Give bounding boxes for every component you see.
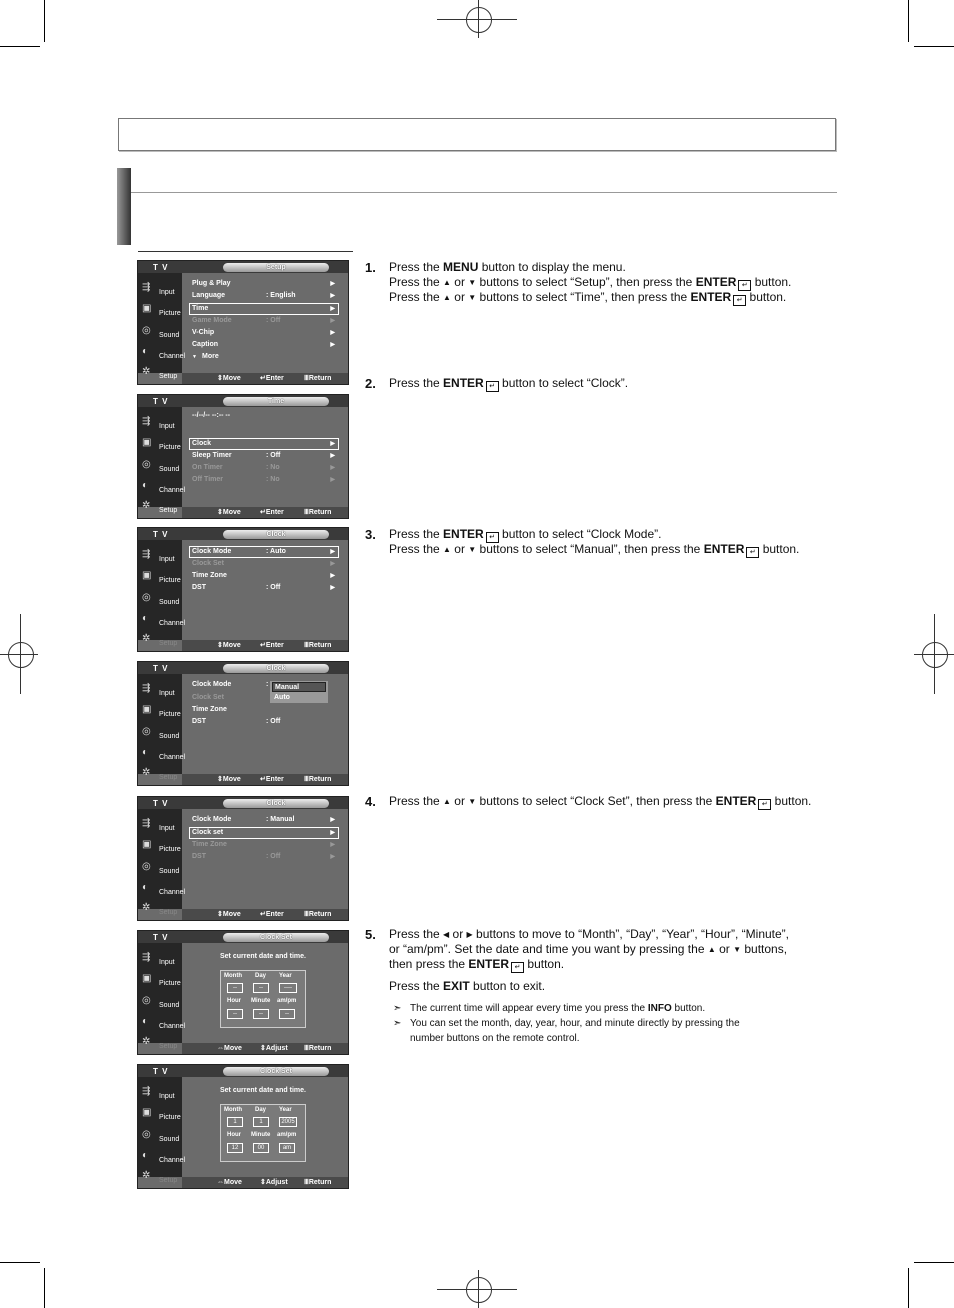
clock-mode-dropdown bbox=[270, 681, 328, 703]
input-icon: ⇶ bbox=[142, 416, 151, 427]
sidebar-item-setup: ✲ Setup bbox=[142, 1170, 178, 1184]
setup-icon: ✲ bbox=[142, 902, 151, 913]
sidebar-item-picture: ▣ Picture bbox=[142, 973, 181, 987]
menu-title: Clock Set bbox=[223, 933, 329, 942]
menu-row: Caption ▶ bbox=[192, 341, 335, 348]
minute-field: 00 bbox=[253, 1143, 269, 1153]
input-icon: ⇶ bbox=[142, 818, 151, 829]
up-down-icon: ⇕ bbox=[217, 642, 223, 649]
enter-icon: ↵ bbox=[260, 375, 266, 382]
sidebar-item-sound: ◎ Sound bbox=[142, 861, 180, 875]
sound-icon: ◎ bbox=[142, 459, 151, 470]
up-down-icon: ⇕ bbox=[260, 1045, 266, 1052]
down-arrow-icon: ▼ bbox=[468, 278, 477, 287]
date-time-box: Month Day Year 1 1 2005 Hour Minute am/pm 12 00 am bbox=[220, 1104, 306, 1162]
sidebar-item-channel: ◐ Channel bbox=[142, 1150, 186, 1164]
arrow-right-icon: ▶ bbox=[330, 585, 335, 591]
crop-mark bbox=[908, 1268, 909, 1308]
hour-field: 12 bbox=[227, 1143, 243, 1153]
sidebar-item-channel: ◐ Channel bbox=[142, 613, 186, 627]
return-icon: Ⅲ bbox=[304, 911, 309, 918]
clock-set-prompt: Set current date and time. bbox=[220, 1087, 306, 1094]
enter-icon: ↵ bbox=[260, 642, 266, 649]
note-marker-icon: ➣ bbox=[393, 1003, 402, 1014]
sidebar-item-sound: ◎ Sound bbox=[142, 325, 180, 339]
sidebar-item-channel: ◐ Channel bbox=[142, 480, 186, 494]
sound-icon: ◎ bbox=[142, 995, 151, 1006]
left-right-icon: ⇔ bbox=[217, 1045, 224, 1052]
picture-icon: ▣ bbox=[142, 1107, 152, 1118]
sidebar bbox=[138, 674, 186, 781]
menu-row: Sleep Timer : Off ▶ bbox=[192, 452, 335, 459]
menu-row: Time Zone ▶ bbox=[192, 841, 335, 848]
enter-icon: ↵ bbox=[260, 776, 266, 783]
enter-icon: ↵ bbox=[486, 532, 499, 543]
arrow-right-icon: ▶ bbox=[330, 817, 335, 823]
step-text: Press the ENTER ↵ button to select “Clock Mode”. Press the ▲ or ▼ buttons to select “Manual”, then press the ENTER ↵ button. bbox=[389, 527, 800, 556]
enter-icon: ↵ bbox=[758, 799, 771, 810]
menu-row: Off Timer : No ▶ bbox=[192, 476, 335, 483]
chapter-header-box bbox=[118, 118, 836, 151]
arrow-right-icon: ▶ bbox=[330, 293, 335, 299]
sidebar-item-picture: ▣ Picture bbox=[142, 303, 181, 317]
menu-row: Clock Set bbox=[192, 694, 224, 701]
menu-title: Clock Set bbox=[223, 1067, 329, 1076]
arrow-right-icon: ▶ bbox=[330, 549, 335, 555]
date-time-box: Month Day Year -- -- ---- Hour Minute am/pm -- -- -- bbox=[220, 970, 306, 1028]
up-arrow-icon: ▲ bbox=[443, 293, 451, 302]
arrow-right-icon: ▶ bbox=[330, 318, 335, 324]
sidebar bbox=[138, 943, 186, 1050]
sidebar-item-setup: ✲ Setup bbox=[142, 500, 178, 514]
section-rule bbox=[131, 192, 837, 193]
sound-icon: ◎ bbox=[142, 1129, 151, 1140]
tv-label: T V bbox=[153, 664, 169, 673]
arrow-right-icon: ▶ bbox=[330, 330, 335, 336]
down-arrow-icon: ▼ bbox=[733, 945, 742, 954]
sidebar-item-input: ⇶ Input bbox=[142, 818, 175, 832]
registration-mark bbox=[478, 0, 479, 38]
menu-row: Clock Mode : bbox=[192, 681, 269, 688]
step-number: 4. bbox=[365, 794, 376, 809]
menu-title: Clock bbox=[223, 664, 329, 673]
return-icon: Ⅲ bbox=[304, 642, 309, 649]
down-arrow-icon: ▼ bbox=[468, 545, 477, 554]
sidebar-item-channel: ◐ Channel bbox=[142, 747, 186, 761]
note-marker-icon: ➣ bbox=[393, 1018, 402, 1029]
registration-mark bbox=[437, 1289, 517, 1290]
registration-mark bbox=[20, 614, 21, 694]
osd-footer: ⇕Move ↵Enter ⅢReturn bbox=[182, 909, 348, 920]
channel-icon: ◐ bbox=[142, 1150, 149, 1161]
channel-icon: ◐ bbox=[142, 747, 149, 758]
registration-mark bbox=[466, 1277, 492, 1303]
ampm-field: am bbox=[279, 1143, 295, 1153]
year-field: ---- bbox=[279, 983, 297, 993]
menu-title: Clock bbox=[223, 530, 329, 539]
day-field: 1 bbox=[253, 1117, 269, 1127]
setup-icon: ✲ bbox=[142, 366, 151, 377]
picture-icon: ▣ bbox=[142, 437, 152, 448]
minute-field: -- bbox=[253, 1009, 269, 1019]
channel-icon: ◐ bbox=[142, 480, 149, 491]
registration-mark bbox=[934, 614, 935, 694]
registration-mark bbox=[922, 642, 948, 668]
menu-list bbox=[182, 407, 348, 507]
step-text: Press the MENU button to display the menu. Press the ▲ or ▼ buttons to select “Setup”, then press the ENTER ↵ button. Press the ▲ or ▼ buttons to select “Time”, then press the ENTER ↵ button. bbox=[389, 260, 792, 304]
dropdown-option-selected: Manual bbox=[272, 682, 326, 692]
sound-icon: ◎ bbox=[142, 592, 151, 603]
step-text: Press the ENTER ↵ button to select “Clock”. bbox=[389, 376, 629, 390]
menu-row-more: ▼ More bbox=[192, 353, 219, 360]
sidebar-item-setup: ✲ Setup bbox=[142, 633, 178, 647]
sidebar-item-sound: ◎ Sound bbox=[142, 726, 180, 740]
ampm-field: -- bbox=[279, 1009, 295, 1019]
enter-icon: ↵ bbox=[260, 509, 266, 516]
menu-row: Time Zone bbox=[192, 706, 227, 713]
left-right-icon: ⇔ bbox=[217, 1179, 224, 1186]
step-number: 3. bbox=[365, 527, 376, 542]
up-down-icon: ⇕ bbox=[217, 375, 223, 382]
sidebar bbox=[138, 1077, 186, 1184]
registration-mark bbox=[466, 7, 492, 33]
menu-title: Time bbox=[223, 397, 329, 406]
sidebar-item-input: ⇶ Input bbox=[142, 416, 175, 430]
enter-icon: ↵ bbox=[260, 911, 266, 918]
tv-label: T V bbox=[153, 530, 169, 539]
sidebar-item-input: ⇶ Input bbox=[142, 282, 175, 296]
down-arrow-icon: ▼ bbox=[468, 797, 477, 806]
sidebar-item-setup: ✲ Setup bbox=[142, 366, 178, 380]
crop-mark bbox=[44, 1268, 45, 1308]
crop-mark bbox=[44, 0, 45, 42]
step-number: 1. bbox=[365, 260, 376, 275]
step-text: Press the ▲ or ▼ buttons to select “Clock Set”, then press the ENTER ↵ button. bbox=[389, 794, 812, 808]
registration-mark bbox=[0, 654, 38, 655]
enter-icon: ↵ bbox=[733, 295, 746, 306]
registration-mark bbox=[478, 1270, 479, 1308]
section-bar bbox=[117, 168, 131, 245]
left-arrow-icon: ◀ bbox=[443, 930, 450, 939]
picture-icon: ▣ bbox=[142, 704, 152, 715]
sidebar-item-channel: ◐ Channel bbox=[142, 1016, 186, 1030]
input-icon: ⇶ bbox=[142, 282, 151, 293]
sidebar-item-input: ⇶ Input bbox=[142, 1086, 175, 1100]
sidebar-item-input: ⇶ Input bbox=[142, 549, 175, 563]
input-icon: ⇶ bbox=[142, 952, 151, 963]
tv-label: T V bbox=[153, 933, 169, 942]
input-icon: ⇶ bbox=[142, 683, 151, 694]
crop-mark bbox=[0, 46, 40, 47]
osd-footer: ⇔Move ⇕Adjust ⅢReturn bbox=[182, 1177, 348, 1188]
sidebar-item-sound: ◎ Sound bbox=[142, 995, 180, 1009]
clock-display: --/--/-- --:-- -- bbox=[192, 412, 231, 419]
return-icon: Ⅲ bbox=[304, 375, 309, 382]
enter-icon: ↵ bbox=[738, 280, 751, 291]
osd-footer: ⇕Move ↵Enter ⅢReturn bbox=[182, 774, 348, 785]
year-field: 2005 bbox=[279, 1117, 297, 1127]
menu-row: Plug & Play ▶ bbox=[192, 280, 335, 287]
clock-set-panel bbox=[182, 943, 348, 1043]
sidebar-item-setup: ✲ Setup bbox=[142, 902, 178, 916]
sound-icon: ◎ bbox=[142, 861, 151, 872]
menu-row-selected: Clock ▶ bbox=[189, 438, 339, 450]
menu-list bbox=[182, 540, 348, 640]
channel-icon: ◐ bbox=[142, 613, 149, 624]
input-icon: ⇶ bbox=[142, 549, 151, 560]
up-down-icon: ⇕ bbox=[260, 1179, 266, 1186]
osd-footer: ⇔Move ⇕Adjust ⅢReturn bbox=[182, 1043, 348, 1054]
month-field: -- bbox=[227, 983, 243, 993]
menu-row: DST : Off ▶ bbox=[192, 853, 335, 860]
osd-footer: ⇕Move ↵Enter ⅢReturn bbox=[182, 640, 348, 651]
menu-list bbox=[182, 273, 348, 373]
crop-mark bbox=[908, 0, 909, 42]
osd-clock-manual-screen bbox=[137, 796, 349, 921]
menu-row: V-Chip ▶ bbox=[192, 329, 335, 336]
menu-row: Clock Mode : Manual ▶ bbox=[192, 816, 335, 823]
picture-icon: ▣ bbox=[142, 570, 152, 581]
picture-icon: ▣ bbox=[142, 303, 152, 314]
sidebar-item-picture: ▣ Picture bbox=[142, 704, 181, 718]
setup-icon: ✲ bbox=[142, 500, 151, 511]
menu-row-selected: Clock Mode : Auto ▶ bbox=[189, 546, 339, 558]
menu-list bbox=[182, 674, 348, 774]
osd-footer: ⇕Move ↵Enter ⅢReturn bbox=[182, 507, 348, 518]
setup-icon: ✲ bbox=[142, 633, 151, 644]
osd-clock-mode-dropdown-screen bbox=[137, 661, 349, 786]
sidebar bbox=[138, 809, 186, 916]
day-field: -- bbox=[253, 983, 269, 993]
channel-icon: ◐ bbox=[142, 1016, 149, 1027]
picture-icon: ▣ bbox=[142, 973, 152, 984]
arrow-right-icon: ▶ bbox=[330, 441, 335, 447]
up-down-icon: ⇕ bbox=[217, 911, 223, 918]
osd-footer: ⇕Move ↵Enter ⅢReturn bbox=[182, 373, 348, 384]
enter-icon: ↵ bbox=[486, 381, 499, 392]
registration-mark bbox=[437, 19, 517, 20]
menu-row: DST : Off bbox=[192, 718, 281, 725]
menu-row: Language : English ▶ bbox=[192, 292, 335, 299]
sidebar-item-channel: ◐ Channel bbox=[142, 882, 186, 896]
clock-set-panel bbox=[182, 1077, 348, 1177]
channel-icon: ◐ bbox=[142, 882, 149, 893]
tv-label: T V bbox=[153, 1067, 169, 1076]
sidebar-item-sound: ◎ Sound bbox=[142, 592, 180, 606]
return-icon: Ⅲ bbox=[304, 776, 309, 783]
crop-mark bbox=[914, 46, 954, 47]
up-arrow-icon: ▲ bbox=[707, 945, 716, 954]
sound-icon: ◎ bbox=[142, 726, 151, 737]
arrow-right-icon: ▶ bbox=[330, 306, 335, 312]
menu-title: Clock bbox=[223, 799, 329, 808]
arrow-right-icon: ▶ bbox=[330, 465, 335, 471]
dropdown-option: Auto bbox=[274, 694, 290, 701]
crop-mark bbox=[914, 1262, 954, 1263]
sidebar-item-input: ⇶ Input bbox=[142, 683, 175, 697]
osd-setup-screen bbox=[137, 260, 349, 385]
channel-icon: ◐ bbox=[142, 346, 149, 357]
return-icon: Ⅲ bbox=[304, 509, 309, 516]
up-arrow-icon: ▲ bbox=[443, 797, 451, 806]
arrow-right-icon: ▶ bbox=[330, 281, 335, 287]
up-down-icon: ⇕ bbox=[217, 509, 223, 516]
sidebar-item-setup: ✲ Setup bbox=[142, 767, 178, 781]
month-field: 1 bbox=[227, 1117, 243, 1127]
column-rule bbox=[138, 251, 353, 252]
up-arrow-icon: ▲ bbox=[443, 278, 451, 287]
arrow-right-icon: ▶ bbox=[330, 854, 335, 860]
sidebar-item-picture: ▣ Picture bbox=[142, 437, 181, 451]
arrow-right-icon: ▶ bbox=[330, 477, 335, 483]
setup-icon: ✲ bbox=[142, 767, 151, 778]
tv-label: T V bbox=[153, 397, 169, 406]
menu-row: DST : Off ▶ bbox=[192, 584, 335, 591]
arrow-right-icon: ▶ bbox=[330, 842, 335, 848]
return-icon: Ⅲ bbox=[304, 1045, 309, 1052]
menu-list bbox=[182, 809, 348, 909]
setup-icon: ✲ bbox=[142, 1170, 151, 1181]
sidebar-item-sound: ◎ Sound bbox=[142, 459, 180, 473]
input-icon: ⇶ bbox=[142, 1086, 151, 1097]
return-icon: Ⅲ bbox=[304, 1179, 309, 1186]
sidebar-item-picture: ▣ Picture bbox=[142, 1107, 181, 1121]
up-arrow-icon: ▲ bbox=[443, 545, 451, 554]
menu-row: Clock Set ▶ bbox=[192, 560, 335, 567]
arrow-right-icon: ▶ bbox=[330, 453, 335, 459]
sidebar-item-sound: ◎ Sound bbox=[142, 1129, 180, 1143]
sidebar-item-picture: ▣ Picture bbox=[142, 570, 181, 584]
clock-set-prompt: Set current date and time. bbox=[220, 953, 306, 960]
osd-clock-screen bbox=[137, 527, 349, 652]
setup-icon: ✲ bbox=[142, 1036, 151, 1047]
right-arrow-icon: ▶ bbox=[466, 930, 473, 939]
sound-icon: ◎ bbox=[142, 325, 151, 336]
arrow-right-icon: ▶ bbox=[330, 573, 335, 579]
menu-row: Game Mode : Off ▶ bbox=[192, 317, 335, 324]
tv-label: T V bbox=[153, 799, 169, 808]
sidebar bbox=[138, 407, 186, 514]
step-text: Press the ◀ or ▶ buttons to move to “Month”, “Day”, “Year”, “Hour”, “Minute”, or “am/pm”. Set the date and time you want by pressing the ▲ or ▼ buttons, then press the ENTER ↵ button. Press the EXIT button to exit. bbox=[389, 927, 790, 993]
crop-mark bbox=[0, 1262, 40, 1263]
osd-time-screen bbox=[137, 394, 349, 519]
menu-row-selected: Clock set ▶ bbox=[189, 827, 339, 839]
arrow-right-icon: ▶ bbox=[330, 561, 335, 567]
picture-icon: ▣ bbox=[142, 839, 152, 850]
hour-field: -- bbox=[227, 1009, 243, 1019]
sidebar bbox=[138, 540, 186, 647]
menu-row: Time Zone ▶ bbox=[192, 572, 335, 579]
osd-clock-set-filled-screen bbox=[137, 1064, 349, 1189]
registration-mark bbox=[8, 642, 34, 668]
sidebar-item-picture: ▣ Picture bbox=[142, 839, 181, 853]
step-number: 5. bbox=[365, 927, 376, 942]
tv-label: T V bbox=[153, 263, 169, 272]
arrow-right-icon: ▶ bbox=[330, 342, 335, 348]
sidebar-item-input: ⇶ Input bbox=[142, 952, 175, 966]
arrow-down-icon: ▼ bbox=[192, 354, 197, 360]
sidebar bbox=[138, 273, 186, 380]
osd-clock-set-empty-screen bbox=[137, 930, 349, 1055]
sidebar-item-channel: ◐ Channel bbox=[142, 346, 186, 360]
step-number: 2. bbox=[365, 376, 376, 391]
enter-icon: ↵ bbox=[511, 962, 524, 973]
arrow-right-icon: ▶ bbox=[330, 830, 335, 836]
up-down-icon: ⇕ bbox=[217, 776, 223, 783]
sidebar-item-setup: ✲ Setup bbox=[142, 1036, 178, 1050]
menu-row-selected: Time ▶ bbox=[189, 303, 339, 315]
enter-icon: ↵ bbox=[746, 547, 759, 558]
menu-row: On Timer : No ▶ bbox=[192, 464, 335, 471]
menu-title: Setup bbox=[223, 263, 329, 272]
down-arrow-icon: ▼ bbox=[468, 293, 477, 302]
